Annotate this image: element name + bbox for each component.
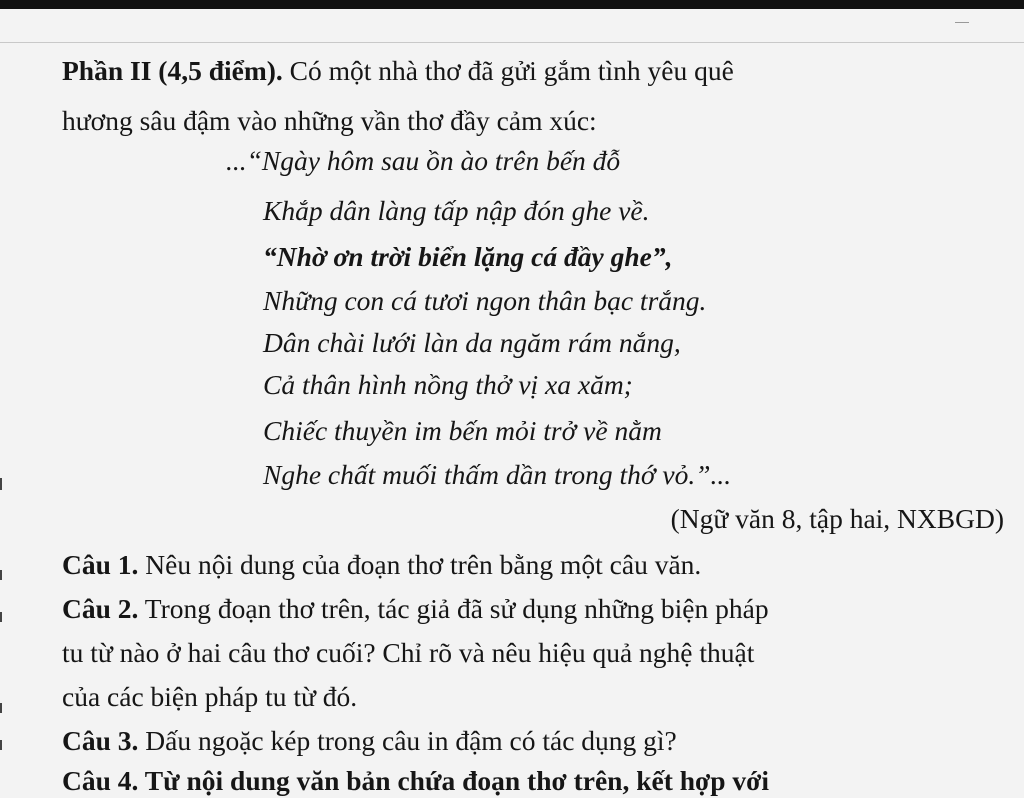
margin-tick (0, 478, 2, 490)
source-citation: (Ngữ văn 8, tập hai, NXBGD) (670, 503, 1004, 534)
question-2-line-1 (62, 592, 769, 626)
question-1-label: Câu 1. (62, 549, 139, 580)
question-2-line-2: tu từ nào ở hai câu thơ cuối? Chỉ rõ và nêu hiệu quả nghệ thuật (62, 637, 755, 668)
question-4-partial: Câu 4. Từ nội dung văn bản chứa đoạn thơ trên, kết hợp với (62, 765, 770, 796)
poem-line-2: Khắp dân làng tấp nập đón ghe về. (263, 195, 650, 226)
question-1-text: Nêu nội dung của đoạn thơ trên bằng một câu văn. (138, 549, 702, 580)
question-3 (62, 724, 677, 758)
question-3-text: Dấu ngoặc kép trong câu in đậm có tác dụng gì? (138, 725, 677, 756)
poem-line-3-bold: “Nhờ ơn trời biển lặng cá đầy ghe”, (263, 241, 673, 272)
question-2-label: Câu 2. (62, 593, 139, 624)
margin-tick (0, 612, 2, 622)
top-dark-bar (0, 0, 1024, 9)
top-divider (0, 42, 1024, 43)
intro-line-1 (62, 54, 734, 88)
margin-tick (0, 740, 2, 750)
margin-tick (0, 570, 2, 580)
intro-text: Có một nhà thơ đã gửi gắm tình yêu quê (282, 55, 734, 86)
top-dash-mark (955, 22, 969, 23)
question-3-label: Câu 3. (62, 725, 139, 756)
question-2-text: Trong đoạn thơ trên, tác giả đã sử dụng những biện pháp (138, 593, 769, 624)
margin-tick (0, 703, 2, 713)
poem-line-5: Dân chài lưới làn da ngăm rám nắng, (263, 327, 681, 358)
poem-line-1: ...“Ngày hôm sau ồn ào trên bến đỗ (226, 145, 621, 176)
poem-line-8: Nghe chất muối thấm dần trong thớ vỏ.”... (263, 459, 732, 490)
poem-line-7: Chiếc thuyền im bến mỏi trở về nằm (263, 415, 662, 446)
part-label: Phần II (4,5 điểm). (62, 55, 283, 86)
intro-line-2: hương sâu đậm vào những vần thơ đầy cảm xúc: (62, 105, 597, 136)
poem-line-6: Cả thân hình nồng thở vị xa xăm; (263, 369, 633, 400)
poem-line-4: Những con cá tươi ngon thân bạc trắng. (263, 285, 707, 316)
question-2-line-3: của các biện pháp tu từ đó. (62, 681, 358, 712)
question-1 (62, 548, 701, 582)
